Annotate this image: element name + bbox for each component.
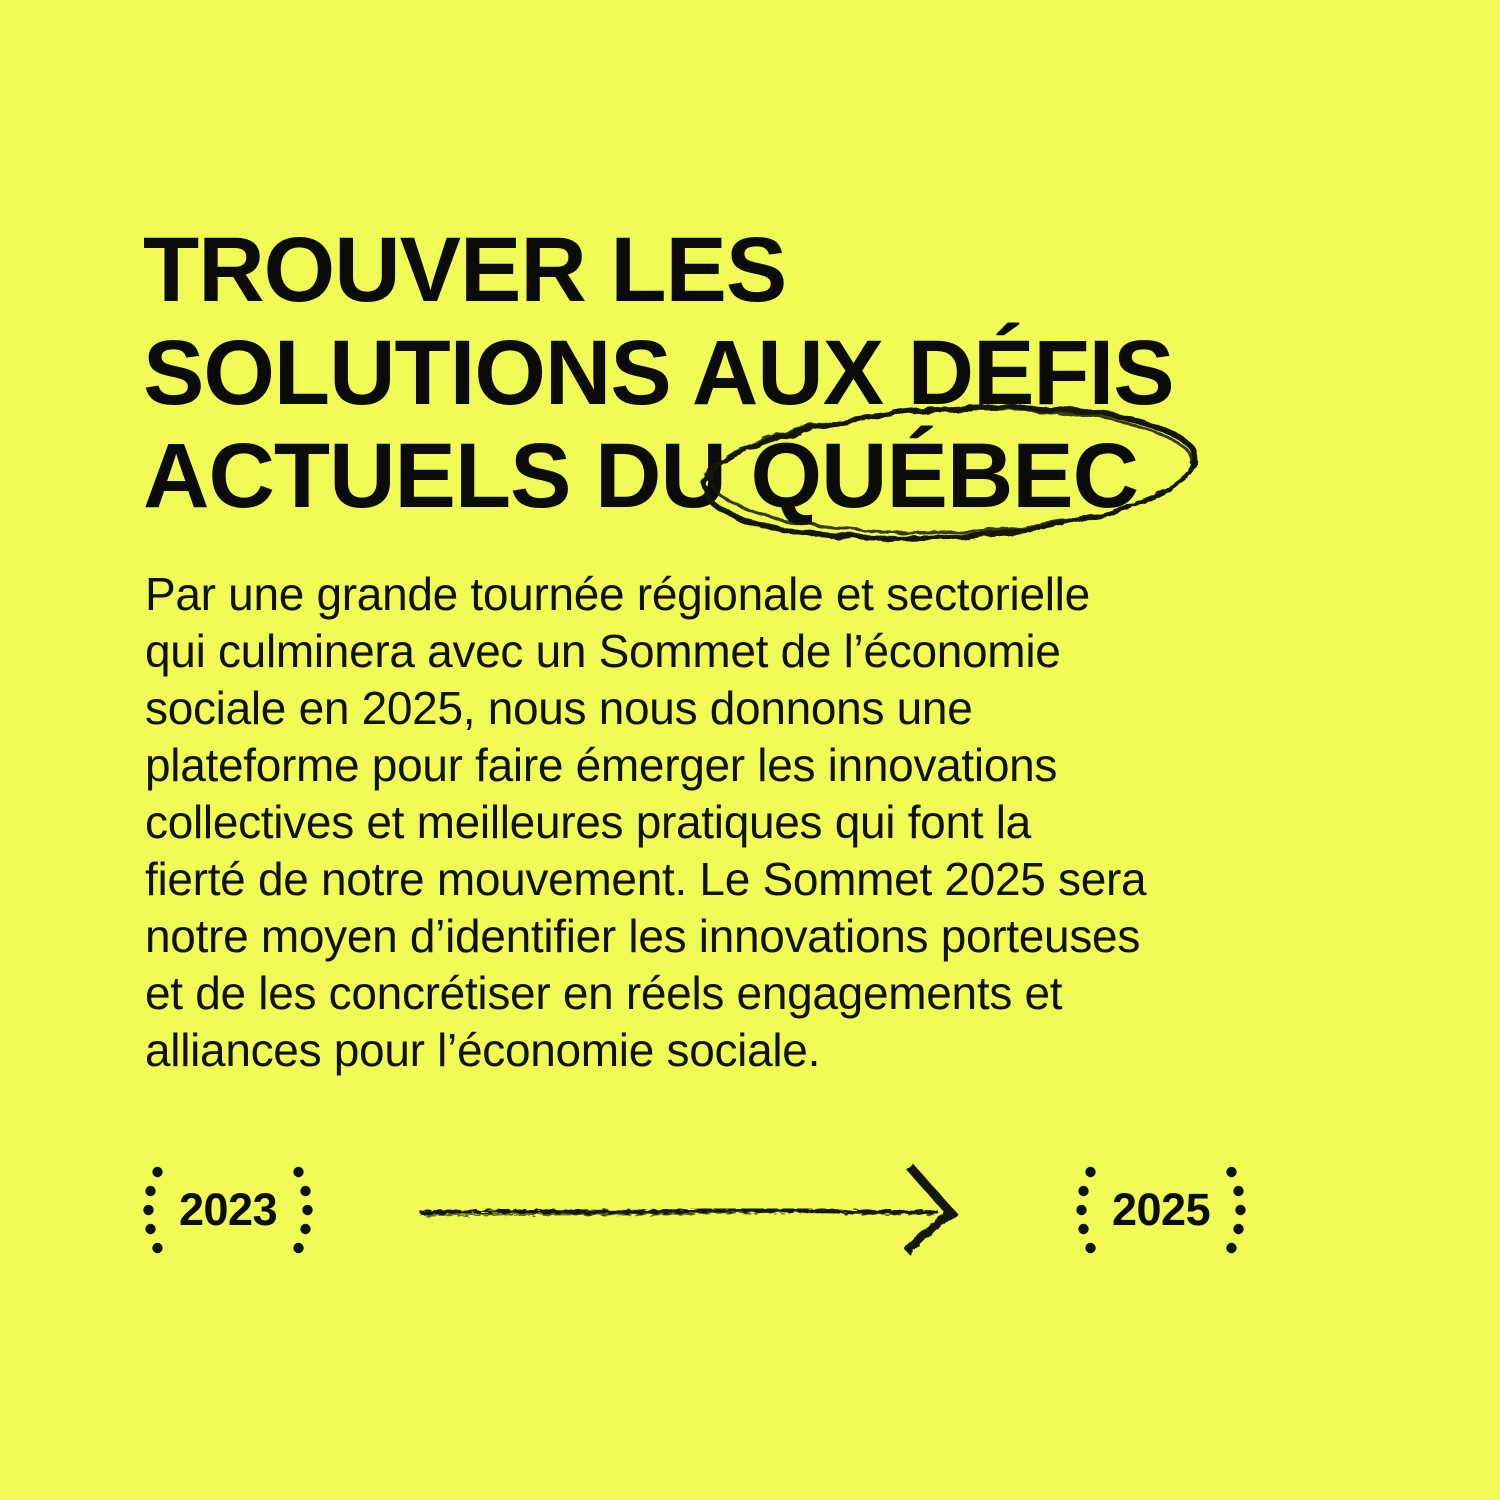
- timeline-start-group: [143, 1164, 313, 1256]
- headline-line-3: [143, 425, 1174, 528]
- paragraph-line: fierté de notre mouvement. Le Sommet 2025 sera: [145, 853, 1147, 905]
- dotted-bracket-right-icon: [293, 1166, 313, 1254]
- body-paragraph: [145, 566, 1146, 1079]
- paragraph-line: Par une grande tournée régionale et sectorielle: [145, 568, 1090, 620]
- headline-circled-word: QUÉBEC: [750, 425, 1139, 527]
- arrow-right-icon: [418, 1156, 966, 1266]
- paragraph-line: collectives et meilleures pratiques qui font la: [145, 796, 1031, 848]
- dotted-bracket-right-icon: [1226, 1166, 1246, 1254]
- paragraph-line: sociale en 2025, nous nous donnons une: [145, 682, 973, 734]
- timeline-end-year: 2025: [1112, 1184, 1211, 1235]
- paragraph-line: notre moyen d’identifier les innovations porteuses: [145, 910, 1141, 962]
- paragraph-line: qui culminera avec un Sommet de l’économie: [145, 625, 1061, 677]
- dotted-bracket-left-icon: [1076, 1166, 1096, 1254]
- headline-line-1: TROUVER LES: [143, 219, 787, 321]
- headline-line-3-prefix: ACTUELS DU: [143, 425, 726, 527]
- paragraph-line: plateforme pour faire émerger les innovations: [145, 739, 1058, 791]
- timeline-end-group: [1076, 1164, 1246, 1256]
- paragraph-line: alliances pour l’économie sociale.: [145, 1024, 821, 1076]
- headline-circled-word-wrap: [750, 425, 1138, 528]
- dotted-bracket-left-icon: [143, 1166, 163, 1254]
- timeline-start-year: 2023: [179, 1184, 278, 1235]
- headline: [143, 219, 1174, 528]
- headline-line-2: SOLUTIONS AUX DÉFIS: [143, 322, 1174, 424]
- paragraph-line: et de les concrétiser en réels engagements et: [145, 967, 1063, 1019]
